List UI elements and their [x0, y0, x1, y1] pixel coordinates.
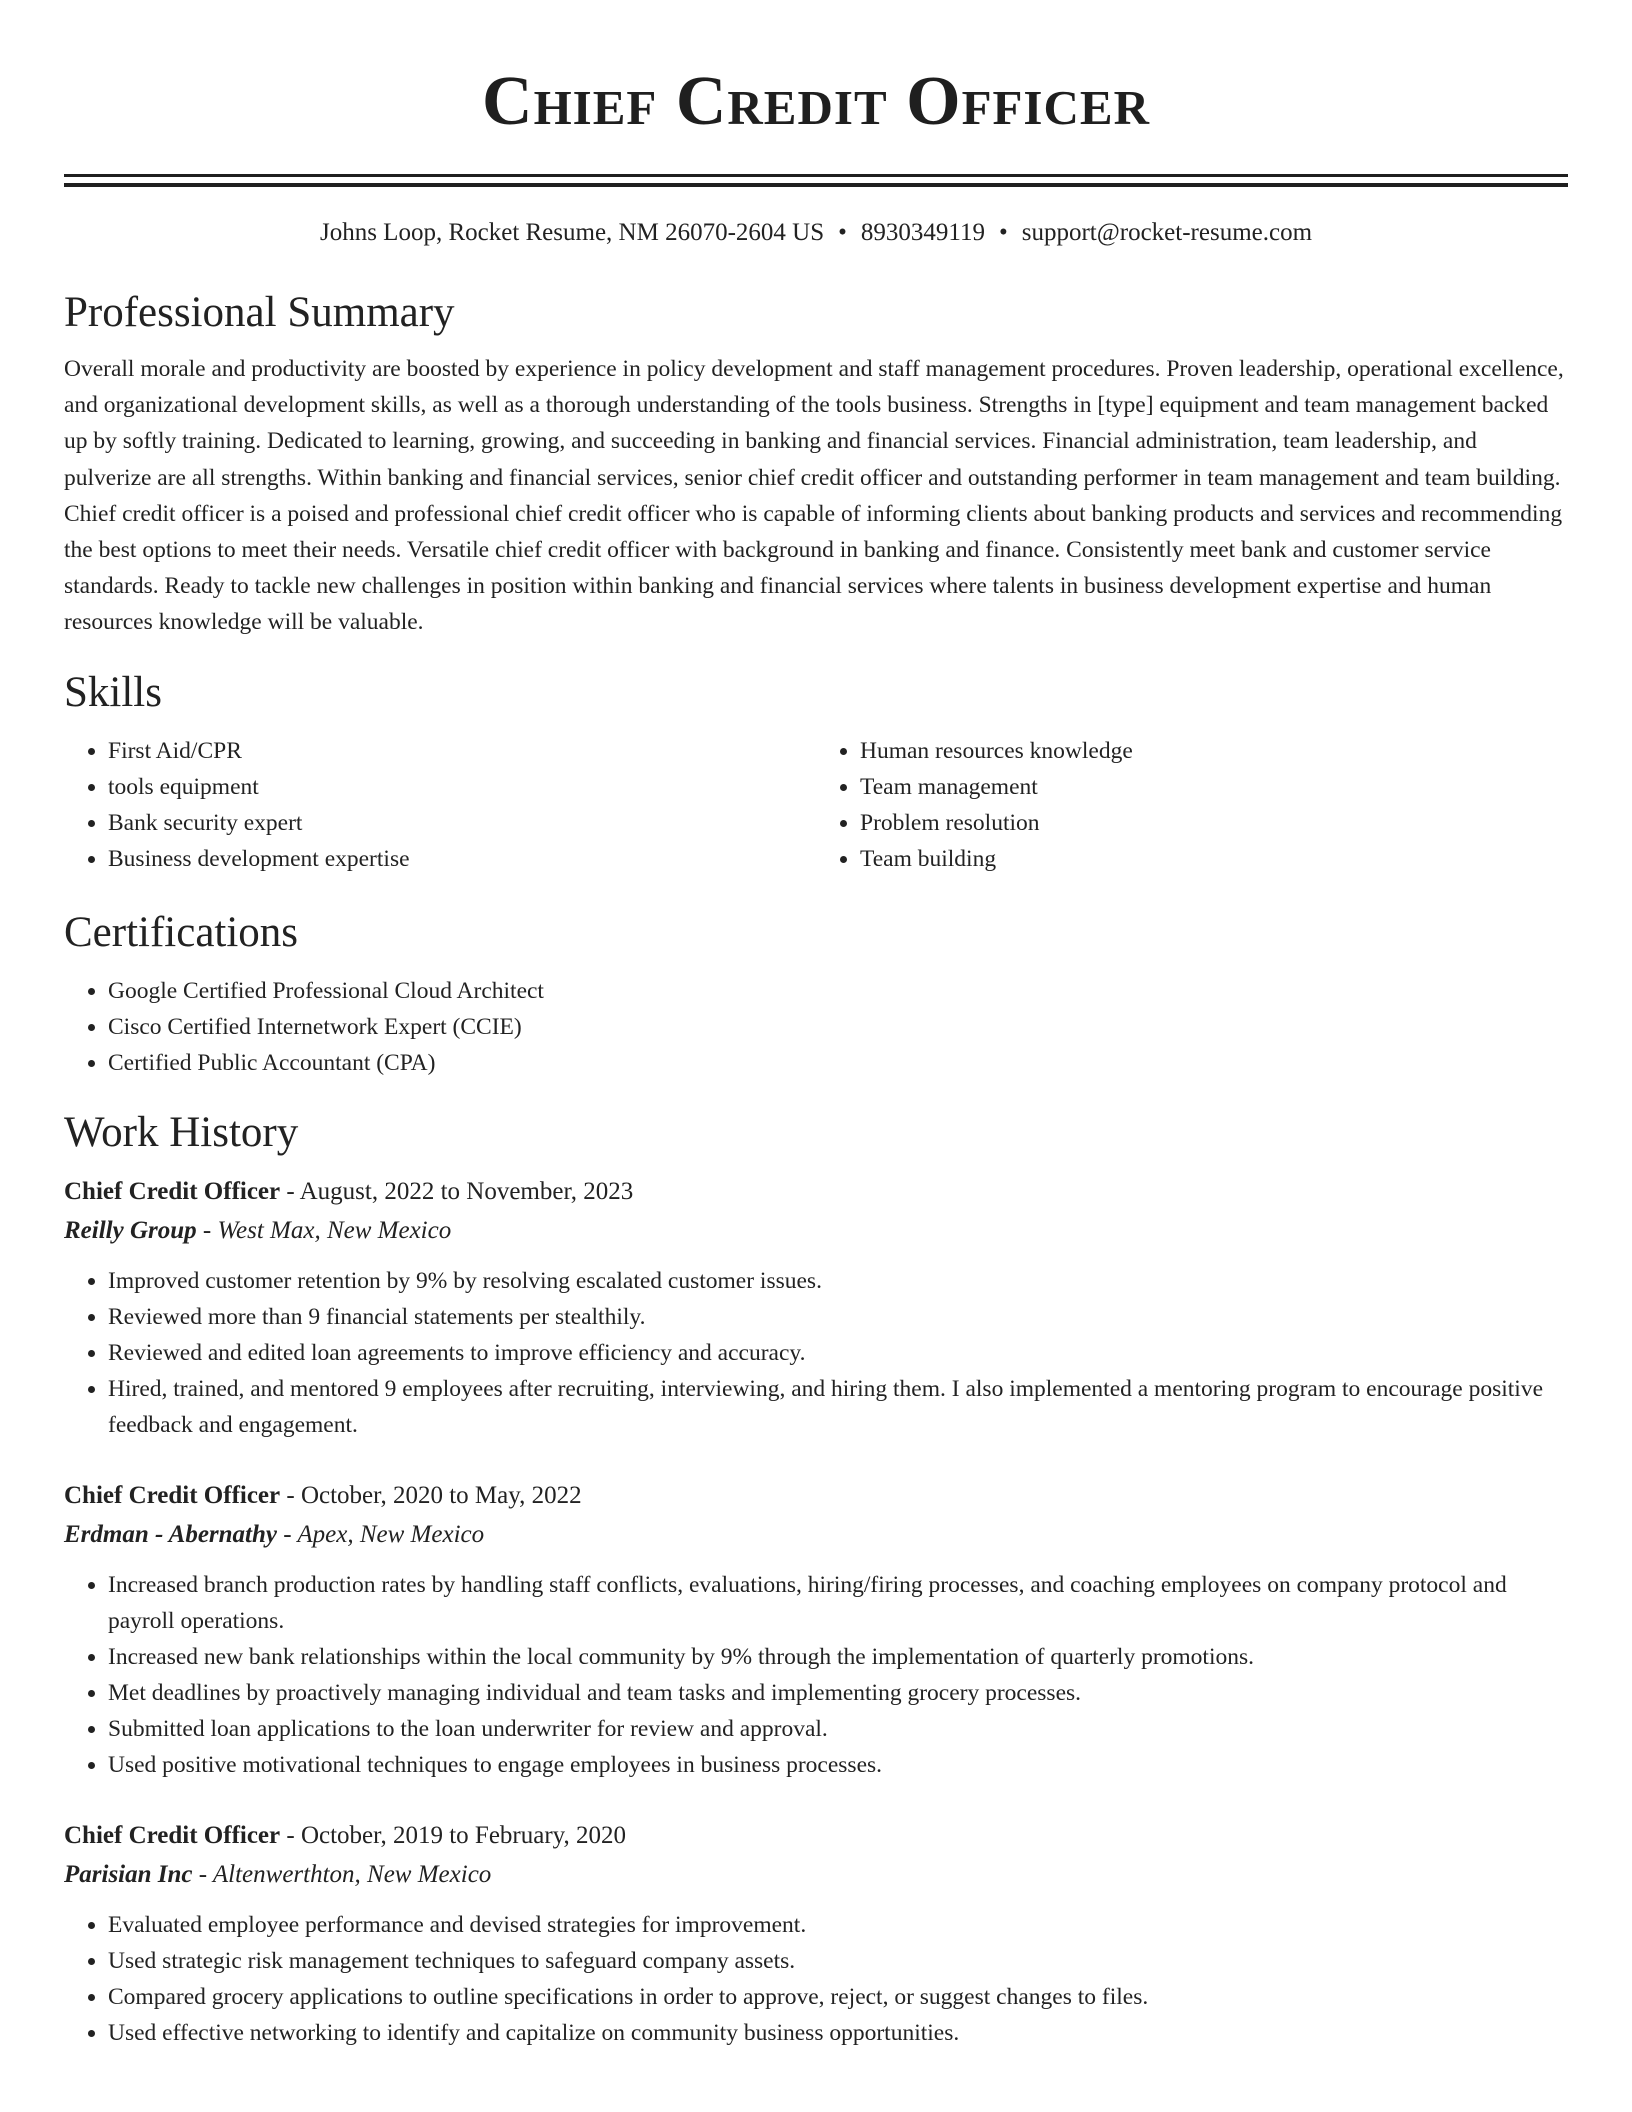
contact-separator: • — [998, 219, 1008, 246]
job-location: - West Max, New Mexico — [196, 1216, 452, 1244]
work-history-heading: Work History — [64, 1108, 299, 1156]
header-divider-bottom — [64, 183, 1568, 187]
job-bullets — [64, 1907, 1568, 2051]
job-bullet: • Submitted loan applications to the loan underwriter for review and approval. — [108, 1711, 1568, 1747]
job-bullet: • Reviewed and edited loan agreements to improve efficiency and accuracy. — [108, 1335, 1568, 1371]
job-company: Erdman - Abernathy — [64, 1520, 278, 1548]
job-bullet: • Compared grocery applications to outline specifications in order to approve, reject, or suggest changes to files. — [108, 1979, 1568, 2015]
skills-columns — [64, 733, 1568, 877]
certification-item: • Cisco Certified Internetwork Expert (CCIE) — [108, 1009, 1568, 1045]
job-title-line — [64, 1477, 1568, 1515]
job-bullet: • Met deadlines by proactively managing individual and team tasks and implementing grocery processes. — [108, 1675, 1568, 1711]
skills-left-list — [64, 733, 816, 877]
resume-title: Chief Credit Officer — [482, 63, 1150, 140]
job-bullet: • Evaluated employee performance and devised strategies for improvement. — [108, 1907, 1568, 1943]
job-bullet: • Reviewed more than 9 financial statements per stealthily. — [108, 1299, 1568, 1335]
job-title: Chief Credit Officer — [64, 1177, 281, 1205]
job-location: - Apex, New Mexico — [277, 1520, 485, 1548]
skill-item: • Team management — [860, 769, 1568, 805]
job-bullet: • Used strategic risk management techniques to safeguard company assets. — [108, 1943, 1568, 1979]
job-company: Reilly Group — [64, 1216, 197, 1244]
job-bullets — [64, 1263, 1568, 1443]
certification-item: • Certified Public Accountant (CPA) — [108, 1045, 1568, 1081]
skill-item: • Bank security expert — [108, 805, 816, 841]
skill-item: • Human resources knowledge — [860, 733, 1568, 769]
job-bullet: • Used effective networking to identify and capitalize on community business opportunities. — [108, 2015, 1568, 2051]
certifications-list — [64, 973, 1568, 1081]
job-entry — [64, 1477, 1568, 1783]
skill-item: • tools equipment — [108, 769, 816, 805]
skill-item: • First Aid/CPR — [108, 733, 816, 769]
contact-address: Johns Loop, Rocket Resume, NM 26070-2604 US — [319, 219, 825, 246]
summary-text: Overall morale and productivity are boosted by experience in policy development and staff management procedures. Proven leadership, operational excellence, and organizational development skills, as well as a thorough understanding of the tools business. Strengths in [type] equipment and team management backed up by softly training. Dedicated to learning, growing, and succeeding in banking and financial services. Financial administration, team leadership, and pulverize are all strengths. Within banking and financial services, senior chief credit officer and outstanding performer in team management and team building. Chief credit officer is a poised and professional chief credit officer who is capable of informing clients about banking products and services and recommending the best options to meet their needs. Versatile chief credit officer with background in banking and finance. Consistently meet bank and customer service standards. Ready to tackle new challenges in position within banking and financial services where talents in business development expertise and human resources knowledge will be valuable. — [64, 356, 1564, 636]
skills-right-list — [816, 733, 1568, 877]
summary-heading: Professional Summary — [64, 289, 455, 336]
job-company-line — [64, 1855, 1568, 1895]
job-company-line — [64, 1515, 1568, 1555]
job-title: Chief Credit Officer — [64, 1821, 281, 1849]
job-bullet: • Hired, trained, and mentored 9 employees after recruiting, interviewing, and hiring them. I also implemented a mentoring program to encourage positive feedback and engagement. — [108, 1371, 1568, 1443]
job-company-line — [64, 1211, 1568, 1251]
job-entry — [64, 1817, 1568, 2051]
certification-item: • Google Certified Professional Cloud Architect — [108, 973, 1568, 1009]
certifications-heading: Certifications — [64, 908, 299, 956]
job-company: Parisian Inc — [64, 1860, 193, 1888]
job-location: - Altenwerthton, New Mexico — [192, 1860, 492, 1888]
job-bullets — [64, 1567, 1568, 1783]
job-bullet: • Increased branch production rates by handling staff conflicts, evaluations, hiring/firing processes, and coaching employees on company protocol and payroll operations. — [108, 1567, 1568, 1639]
job-dates: - August, 2022 to November, 2023 — [280, 1177, 634, 1205]
skills-heading: Skills — [64, 668, 162, 716]
job-bullet: • Increased new bank relationships within the local community by 9% through the implementation of quarterly promotions. — [108, 1639, 1568, 1675]
job-dates: - October, 2019 to February, 2020 — [280, 1821, 627, 1849]
skill-item: • Business development expertise — [108, 841, 816, 877]
contact-email: support@rocket-resume.com — [1021, 219, 1313, 246]
skill-item: • Problem resolution — [860, 805, 1568, 841]
job-title-line — [64, 1817, 1568, 1855]
contact-separator: • — [838, 219, 847, 246]
job-bullet: • Used positive motivational techniques to engage employees in business processes. — [108, 1747, 1568, 1783]
job-title-line — [64, 1173, 1568, 1211]
contact-phone: 8930349119 — [860, 219, 985, 246]
contact-line — [64, 217, 1568, 249]
header-divider-top — [64, 174, 1568, 177]
job-title: Chief Credit Officer — [64, 1481, 281, 1509]
job-bullet: • Improved customer retention by 9% by resolving escalated customer issues. — [108, 1263, 1568, 1299]
skill-item: • Team building — [860, 841, 1568, 877]
job-entry — [64, 1173, 1568, 1443]
job-dates: - October, 2020 to May, 2022 — [280, 1481, 582, 1509]
